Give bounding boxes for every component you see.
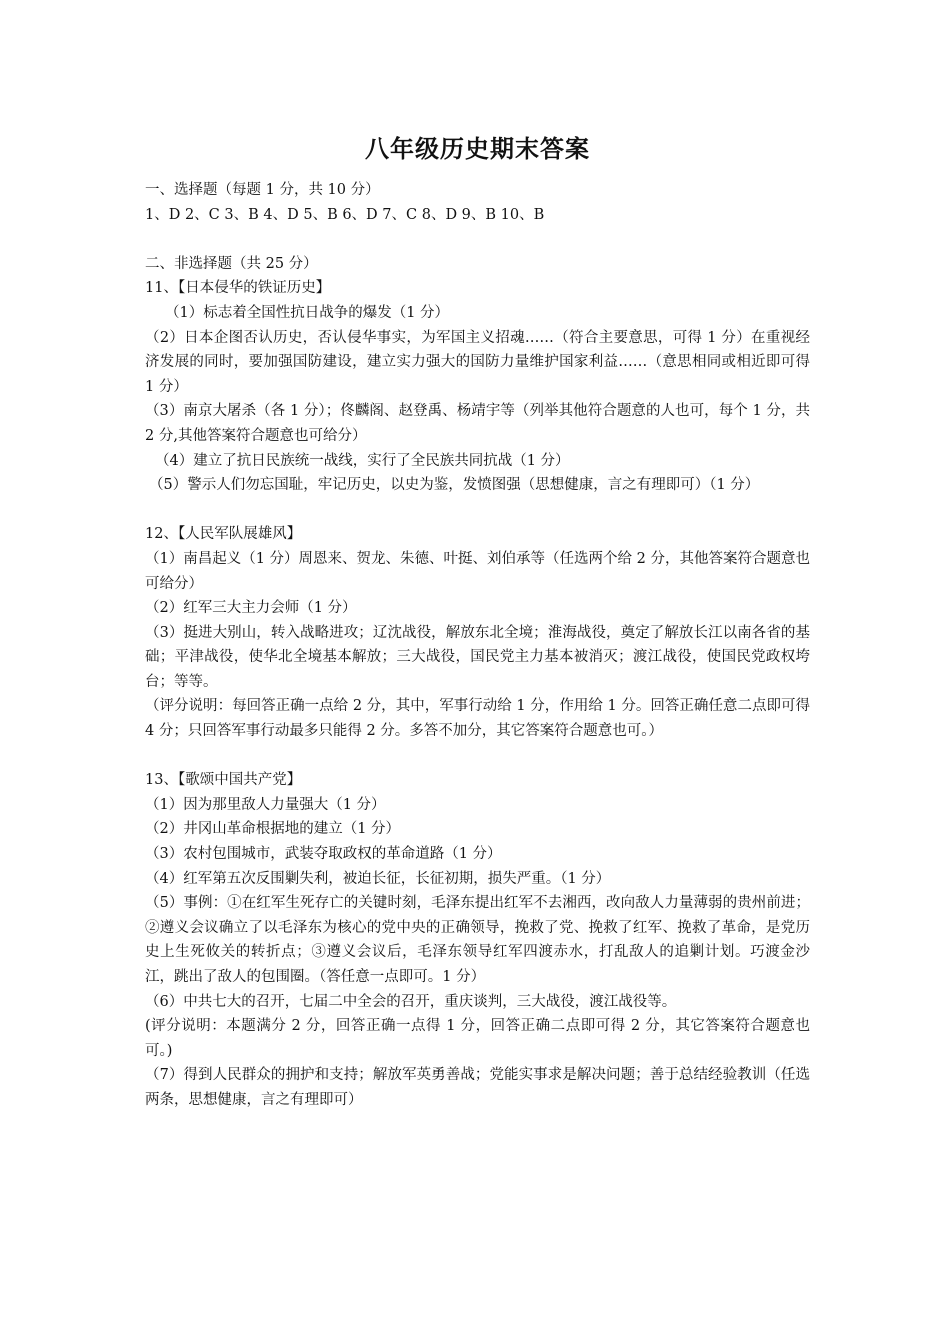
q11-answer-5: （5）警示人们勿忘国耻，牢记历史，以史为鉴，发愤图强（思想健康，言之有理即可）（1 分） xyxy=(149,477,760,494)
q13-answer-6: （6）中共七大的召开，七届二中全会的召开，重庆谈判，三大战役，渡江战役等。 xyxy=(145,993,677,1010)
q13-answer-3: （3）农村包围城市，武装夺取政权的革命道路（1 分） xyxy=(145,846,502,863)
q13-answer-7: （7）得到人民群众的拥护和支持；解放军英勇善战；党能实事求是解决问题；善于总结经验教训（任选两条，思想健康，言之有理即可） xyxy=(145,1067,810,1108)
q11-answer-2: （2）日本企图否认历史，否认侵华事实，为军国主义招魂……（符合主要意思，可得 1 分）在重视经济发展的同时，要加强国防建设，建立实力强大的国防力量维护国家利益……（意思相同或相近即可得 1 分） xyxy=(145,329,810,395)
q12-scoring-note: （评分说明：每回答正确一点给 2 分，其中，军事行动给 1 分，作用给 1 分。回答正确任意二点即可得 4 分；只回答军事行动最多只能得 2 分。多答不加分，其它答案符合题意也可。） xyxy=(145,698,810,740)
q11-heading: 11、【日本侵华的铁证历史】 xyxy=(145,280,331,297)
q13-scoring-note: (评分说明：本题满分 2 分，回答正确一点得 1 分，回答正确二点即可得 2 分，其它答案符合题意也可。) xyxy=(145,1018,810,1059)
q13-answer-5: （5）事例：①在红军生死存亡的关键时刻，毛泽东提出红军不去湘西，改向敌人力量薄弱的贵州前进；②遵义会议确立了以毛泽东为核心的党中央的正确领导，挽救了党、挽救了红军、挽救了革命，是党历史上生死攸关的转折点；③遵义会议后，毛泽东领导红军四渡赤水，打乱敌人的追剿计划。巧渡金沙江，跳出了敌人的包围圈。（答任意一点即可。1 分） xyxy=(145,895,810,985)
q11-answer-1: （1）标志着全国性抗日战争的爆发（1 分） xyxy=(165,304,450,321)
spacer xyxy=(145,227,810,252)
q13-heading: 13、【歌颂中国共产党】 xyxy=(145,772,302,789)
q11-answer-3: （3）南京大屠杀（各 1 分）；佟麟阁、赵登禹、杨靖宇等（列举其他符合题意的人也可，每个 1 分，共 2 分,其他答案符合题意也可给分） xyxy=(145,403,810,444)
q12-answer-3: （3）挺进大别山，转入战略进攻；辽沈战役，解放东北全境；淮海战役，奠定了解放长江以南各省的基础；平津战役，使华北全境基本解放；三大战役，国民党主力基本被消灭；渡江战役，使国民党政权垮台；等等。 xyxy=(145,624,810,690)
q12-answer-2: （2）红军三大主力会师（1 分） xyxy=(145,600,357,617)
q13-answer-1: （1）因为那里敌人力量强大（1 分） xyxy=(145,796,386,813)
section1-heading: 一、选择题（每题 1 分，共 10 分） xyxy=(145,182,380,198)
spacer xyxy=(145,744,810,769)
spacer xyxy=(145,498,810,523)
q13-answer-4: （4）红军第五次反围剿失利，被迫长征，长征初期，损失严重。（1 分） xyxy=(145,870,611,887)
q12-answer-1: （1）南昌起义（1 分）周恩来、贺龙、朱德、叶挺、刘伯承等（任选两个给 2 分，其他答案符合题意也可给分） xyxy=(145,550,810,592)
page-title: 八年级历史期末答案 xyxy=(365,134,590,163)
q12-heading: 12、【人民军队展雄风】 xyxy=(145,526,302,543)
q13-answer-2: （2）井冈山革命根据地的建立（1 分） xyxy=(145,821,401,838)
section1-answers: 1、D 2、C 3、B 4、D 5、B 6、D 7、C 8、D 9、B 10、B xyxy=(145,206,545,223)
q11-answer-4: （4）建立了抗日民族统一战线，实行了全民族共同抗战（1 分） xyxy=(155,452,570,469)
section2-heading: 二、非选择题（共 25 分） xyxy=(145,255,318,272)
answer-sheet xyxy=(145,134,810,1113)
